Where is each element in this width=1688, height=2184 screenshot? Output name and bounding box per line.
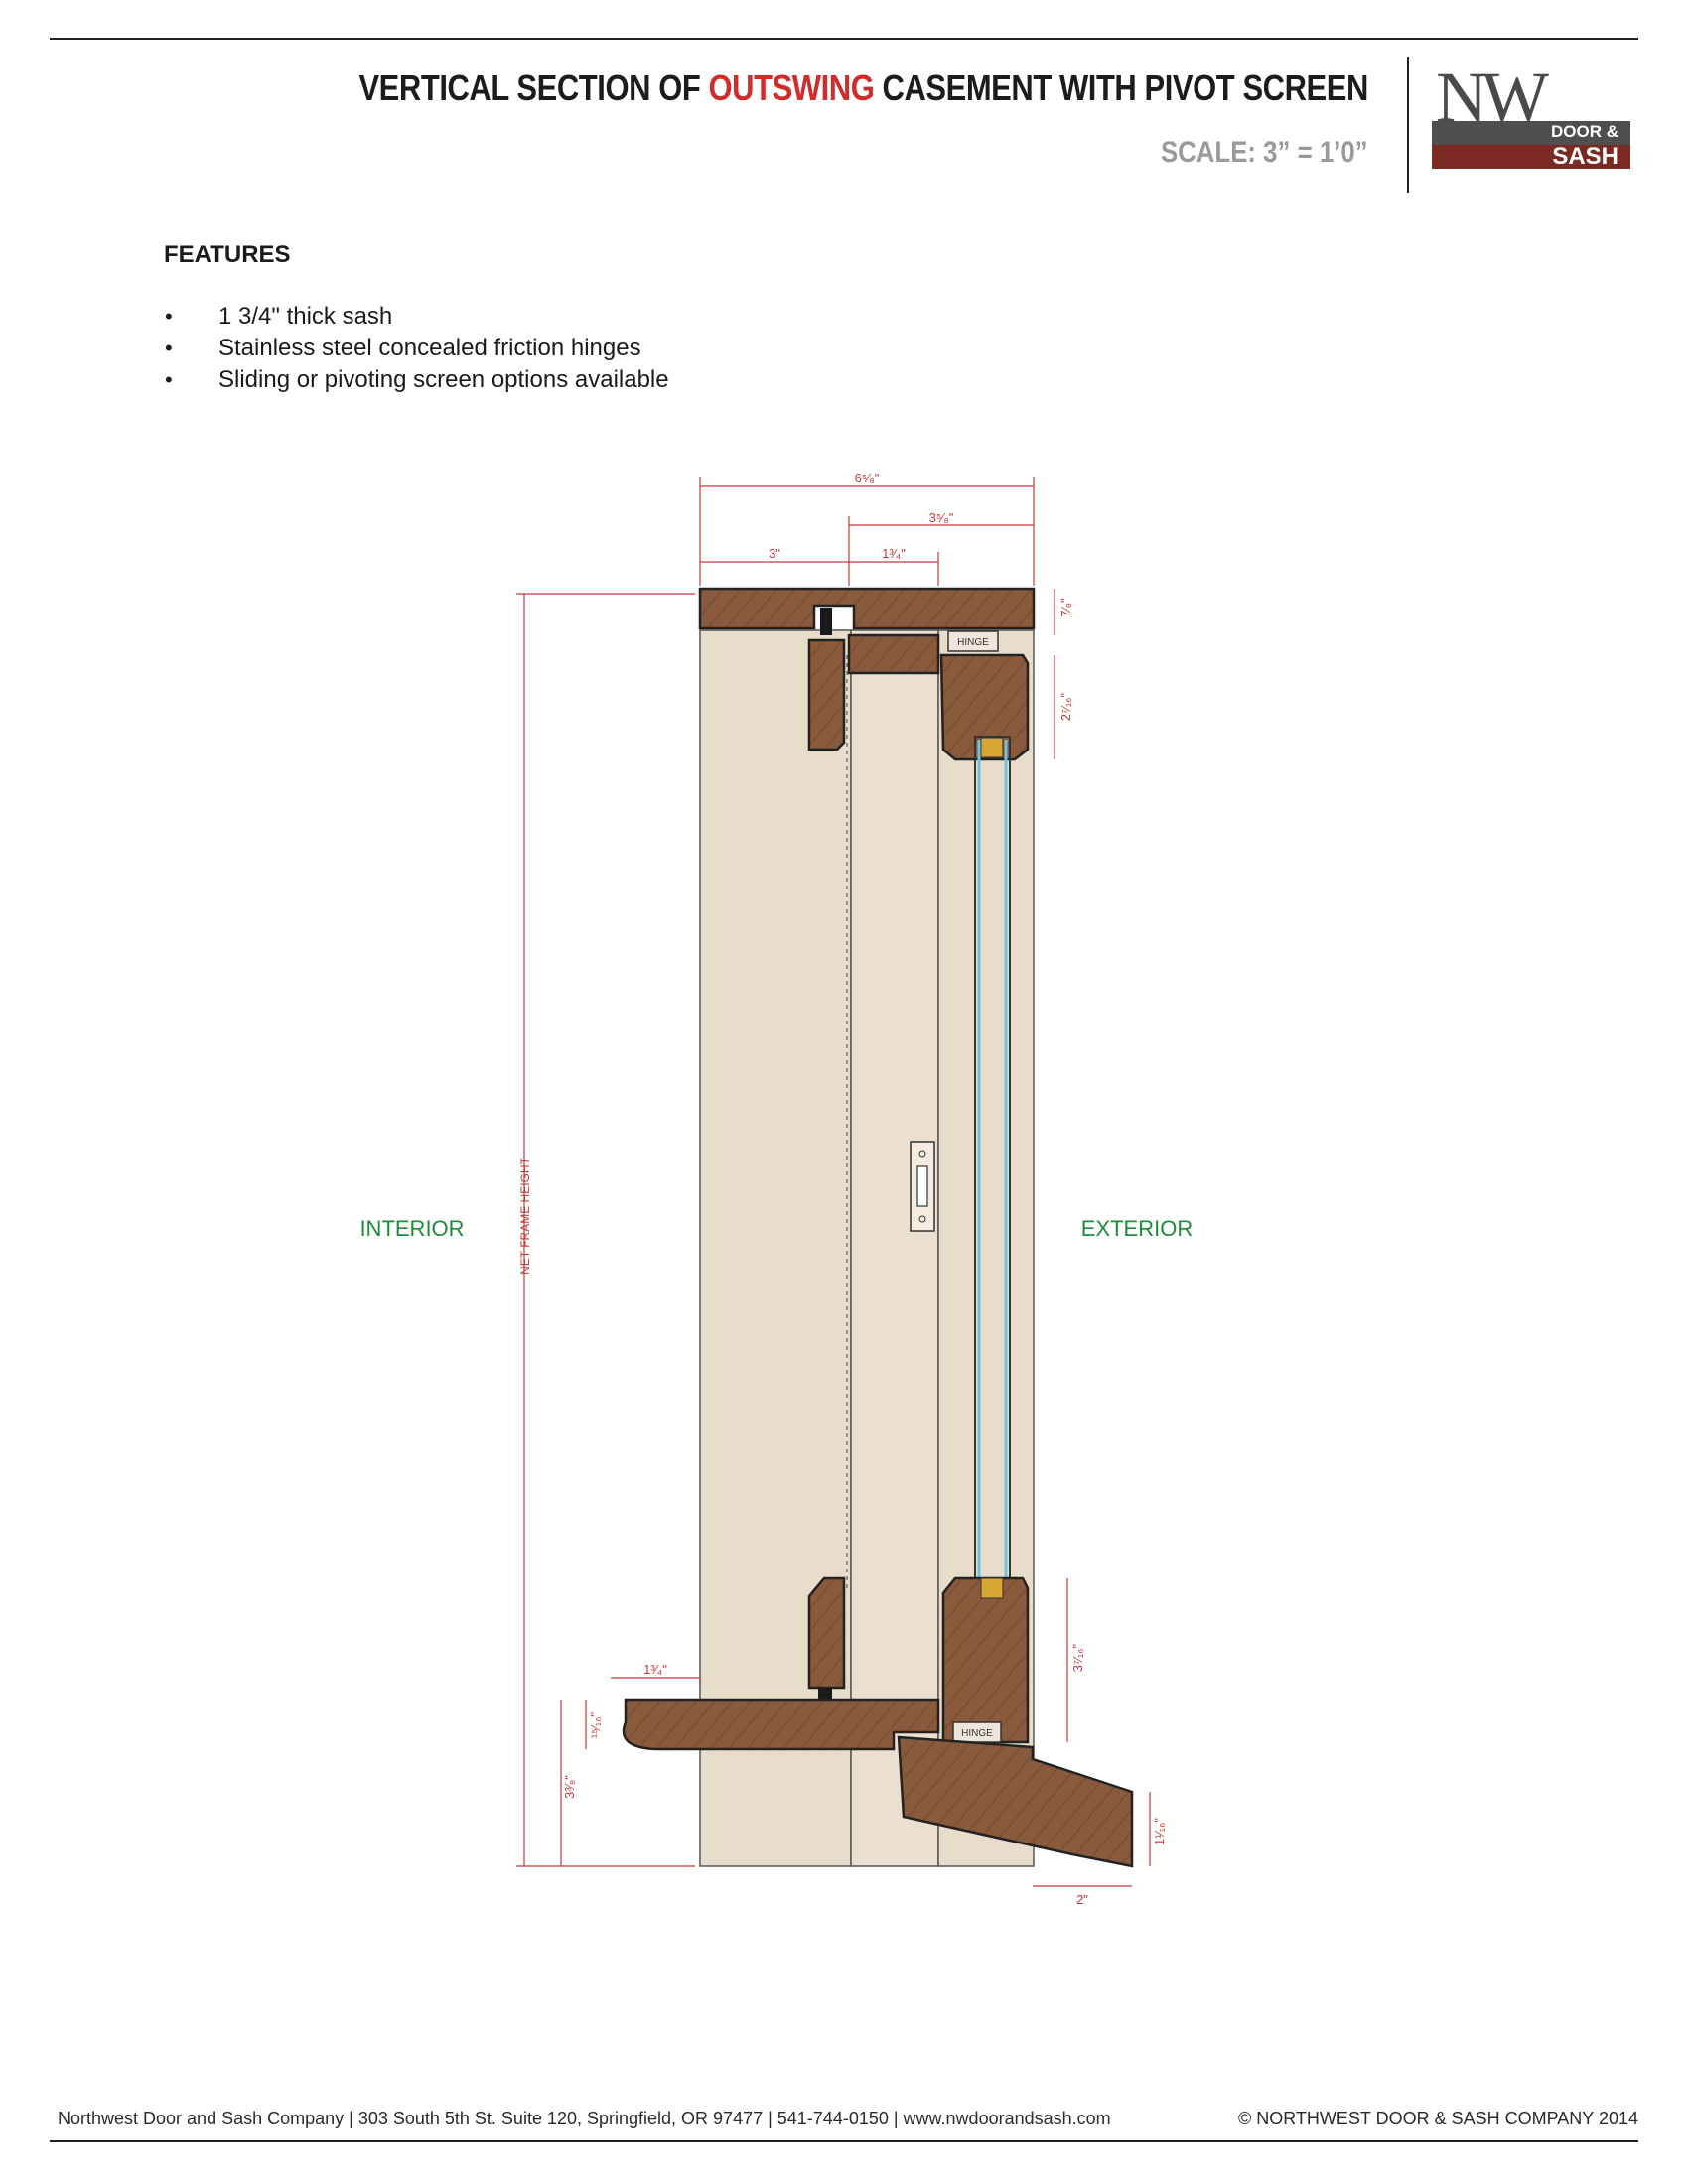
- hinge-label-top: HINGE: [957, 637, 989, 648]
- features-heading: FEATURES: [164, 241, 291, 268]
- exterior-label: EXTERIOR: [1080, 1216, 1194, 1241]
- footer-copyright: © NORTHWEST DOOR & SASH COMPANY 2014: [1237, 2109, 1638, 2128]
- dim-stool-projection: 1³⁄₄": [643, 1662, 667, 1677]
- interior-label: INTERIOR: [359, 1216, 465, 1241]
- page-title: VERTICAL SECTION OF OUTSWING CASEMENT WITH PIVOT SCREEN: [358, 68, 1368, 108]
- logo-line2: SASH: [1552, 143, 1618, 170]
- logo-line1: DOOR &: [1551, 122, 1618, 141]
- hinge-label-bottom: HINGE: [961, 1728, 993, 1739]
- dim-sash-thickness: 1³⁄₄": [882, 546, 906, 561]
- head-weatherstrip: [820, 608, 832, 635]
- dim-interior-depth: 3": [769, 546, 780, 561]
- dim-stool-height: 3³⁄₈": [562, 1775, 577, 1799]
- dim-top-rail: 2⁷⁄₁₆": [1058, 692, 1073, 722]
- dim-head-frame: 7⁄₈": [1058, 598, 1073, 617]
- sash-lock: [911, 1142, 934, 1231]
- dim-overall-width: 6⁵⁄₈": [854, 471, 880, 485]
- feature-item: • Stainless steel concealed friction hinges: [161, 333, 669, 364]
- title-accent: OUTSWING: [708, 68, 875, 108]
- feature-item: • 1 3/4" thick sash: [161, 301, 669, 333]
- dim-bottom-rail: 3⁷⁄₁₆": [1070, 1643, 1085, 1673]
- dim-sash-to-ext: 3⁵⁄₈": [928, 510, 954, 525]
- interior-stool: [624, 1700, 938, 1749]
- logo-mark: NW: [1436, 58, 1543, 137]
- dim-sill-projection: 2": [1076, 1892, 1088, 1907]
- dim-stool-thickness: ¹⁵⁄₁₆": [588, 1711, 603, 1739]
- bottom-stop: [809, 1578, 844, 1688]
- bottom-rule: [50, 2140, 1638, 2142]
- net-frame-height-label: NET FRAME HEIGHT: [518, 1158, 532, 1275]
- bottom-sash-rail: [943, 1578, 1028, 1742]
- footer-contact: Northwest Door and Sash Company | 303 South 5th St. Suite 120, Springfield, OR 97477 | 541-744-0150 | www.nwdoorandsash.com: [58, 2109, 1111, 2128]
- dim-sill-nose: 1¹⁄₁₆": [1152, 1818, 1167, 1845]
- feature-item: • Sliding or pivoting screen options available: [161, 364, 669, 396]
- scale-label: SCALE: 3” = 1’0”: [1161, 136, 1368, 169]
